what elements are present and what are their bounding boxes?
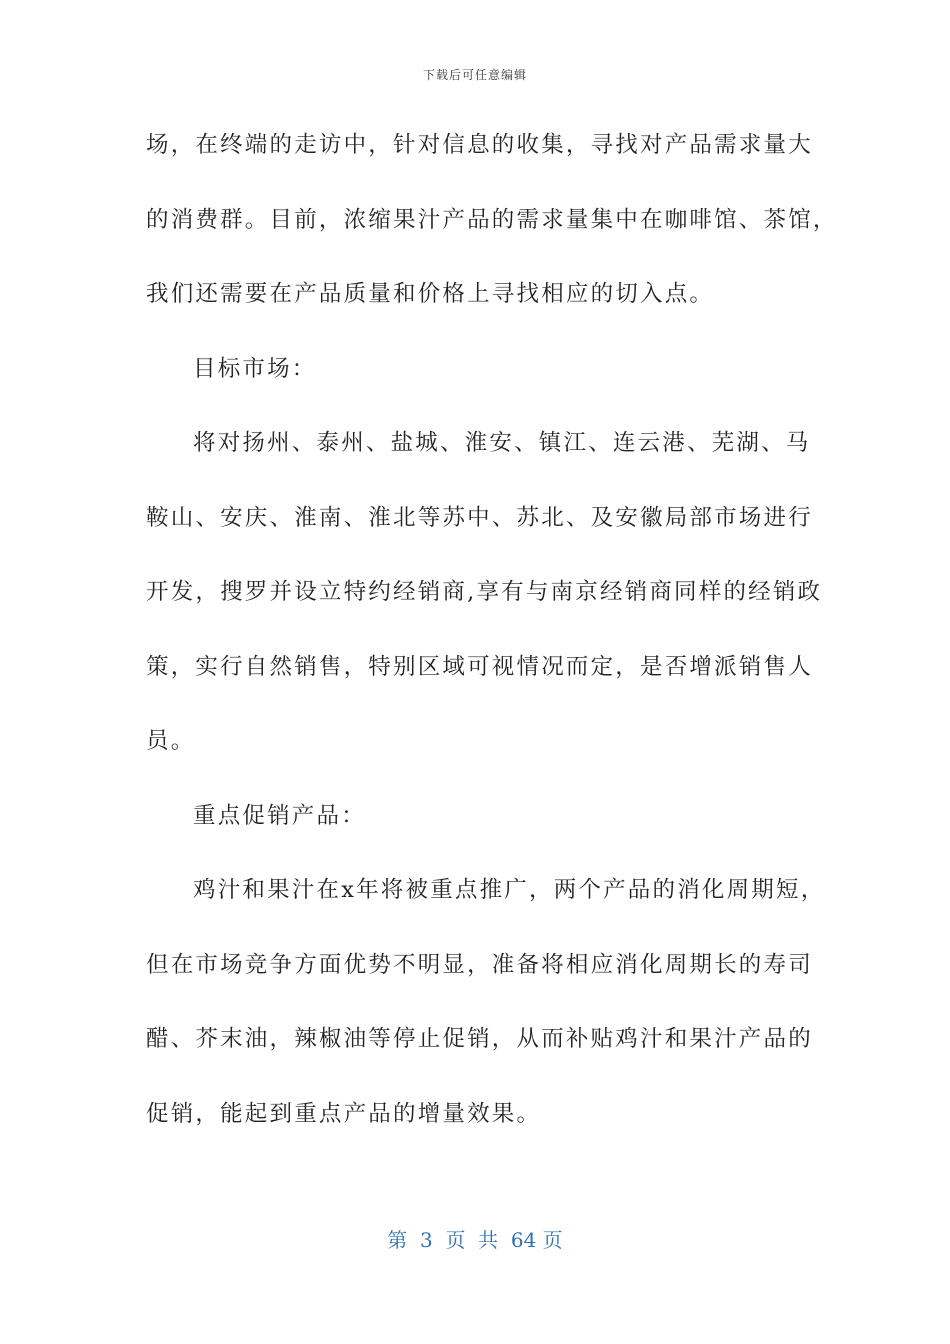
document-body: [146, 118, 838, 1161]
text-line: 醋、芥末油，辣椒油等停止促销，从而补贴鸡汁和果汁产品的: [146, 1026, 813, 1052]
text-line: 但在市场竞争方面优势不明显，准备将相应消化周期长的寿司: [146, 951, 813, 978]
text-line: 鞍山、安庆、淮南、淮北等苏中、苏北、及安徽局部市场进行: [146, 504, 813, 531]
header-note: 下载后可任意编辑: [422, 68, 527, 82]
text-line: 鸡汁和果汁在x年将被重点推广，两个产品的消化周期短，: [193, 877, 826, 903]
text-line: 策，实行自然销售，特别区域可视情况而定，是否增派销售人: [146, 653, 813, 680]
page-number: 第 3 页 共 64 页: [387, 1228, 563, 1252]
text-line: 将对扬州、泰州、盐城、淮安、镇江、连云港、芜湖、马: [193, 430, 811, 456]
text-line: 促销，能起到重点产品的增量效果。: [146, 1100, 542, 1127]
text-line: 员。: [146, 728, 196, 754]
text-line: 的消费群。目前，浓缩果汁产品的需求量集中在咖啡馆、茶馆，: [146, 206, 838, 233]
section-heading-key-products: 重点促销产品：: [193, 802, 366, 829]
text-line: 场，在终端的走访中，针对信息的收集，寻找对产品需求量大: [146, 132, 813, 158]
section-heading-target-market: 目标市场：: [193, 355, 317, 382]
text-line: 开发，搜罗并设立特约经销商,享有与南京经销商同样的经销政: [146, 579, 823, 605]
text-line: 我们还需要在产品质量和价格上寻找相应的切入点。: [146, 281, 715, 307]
